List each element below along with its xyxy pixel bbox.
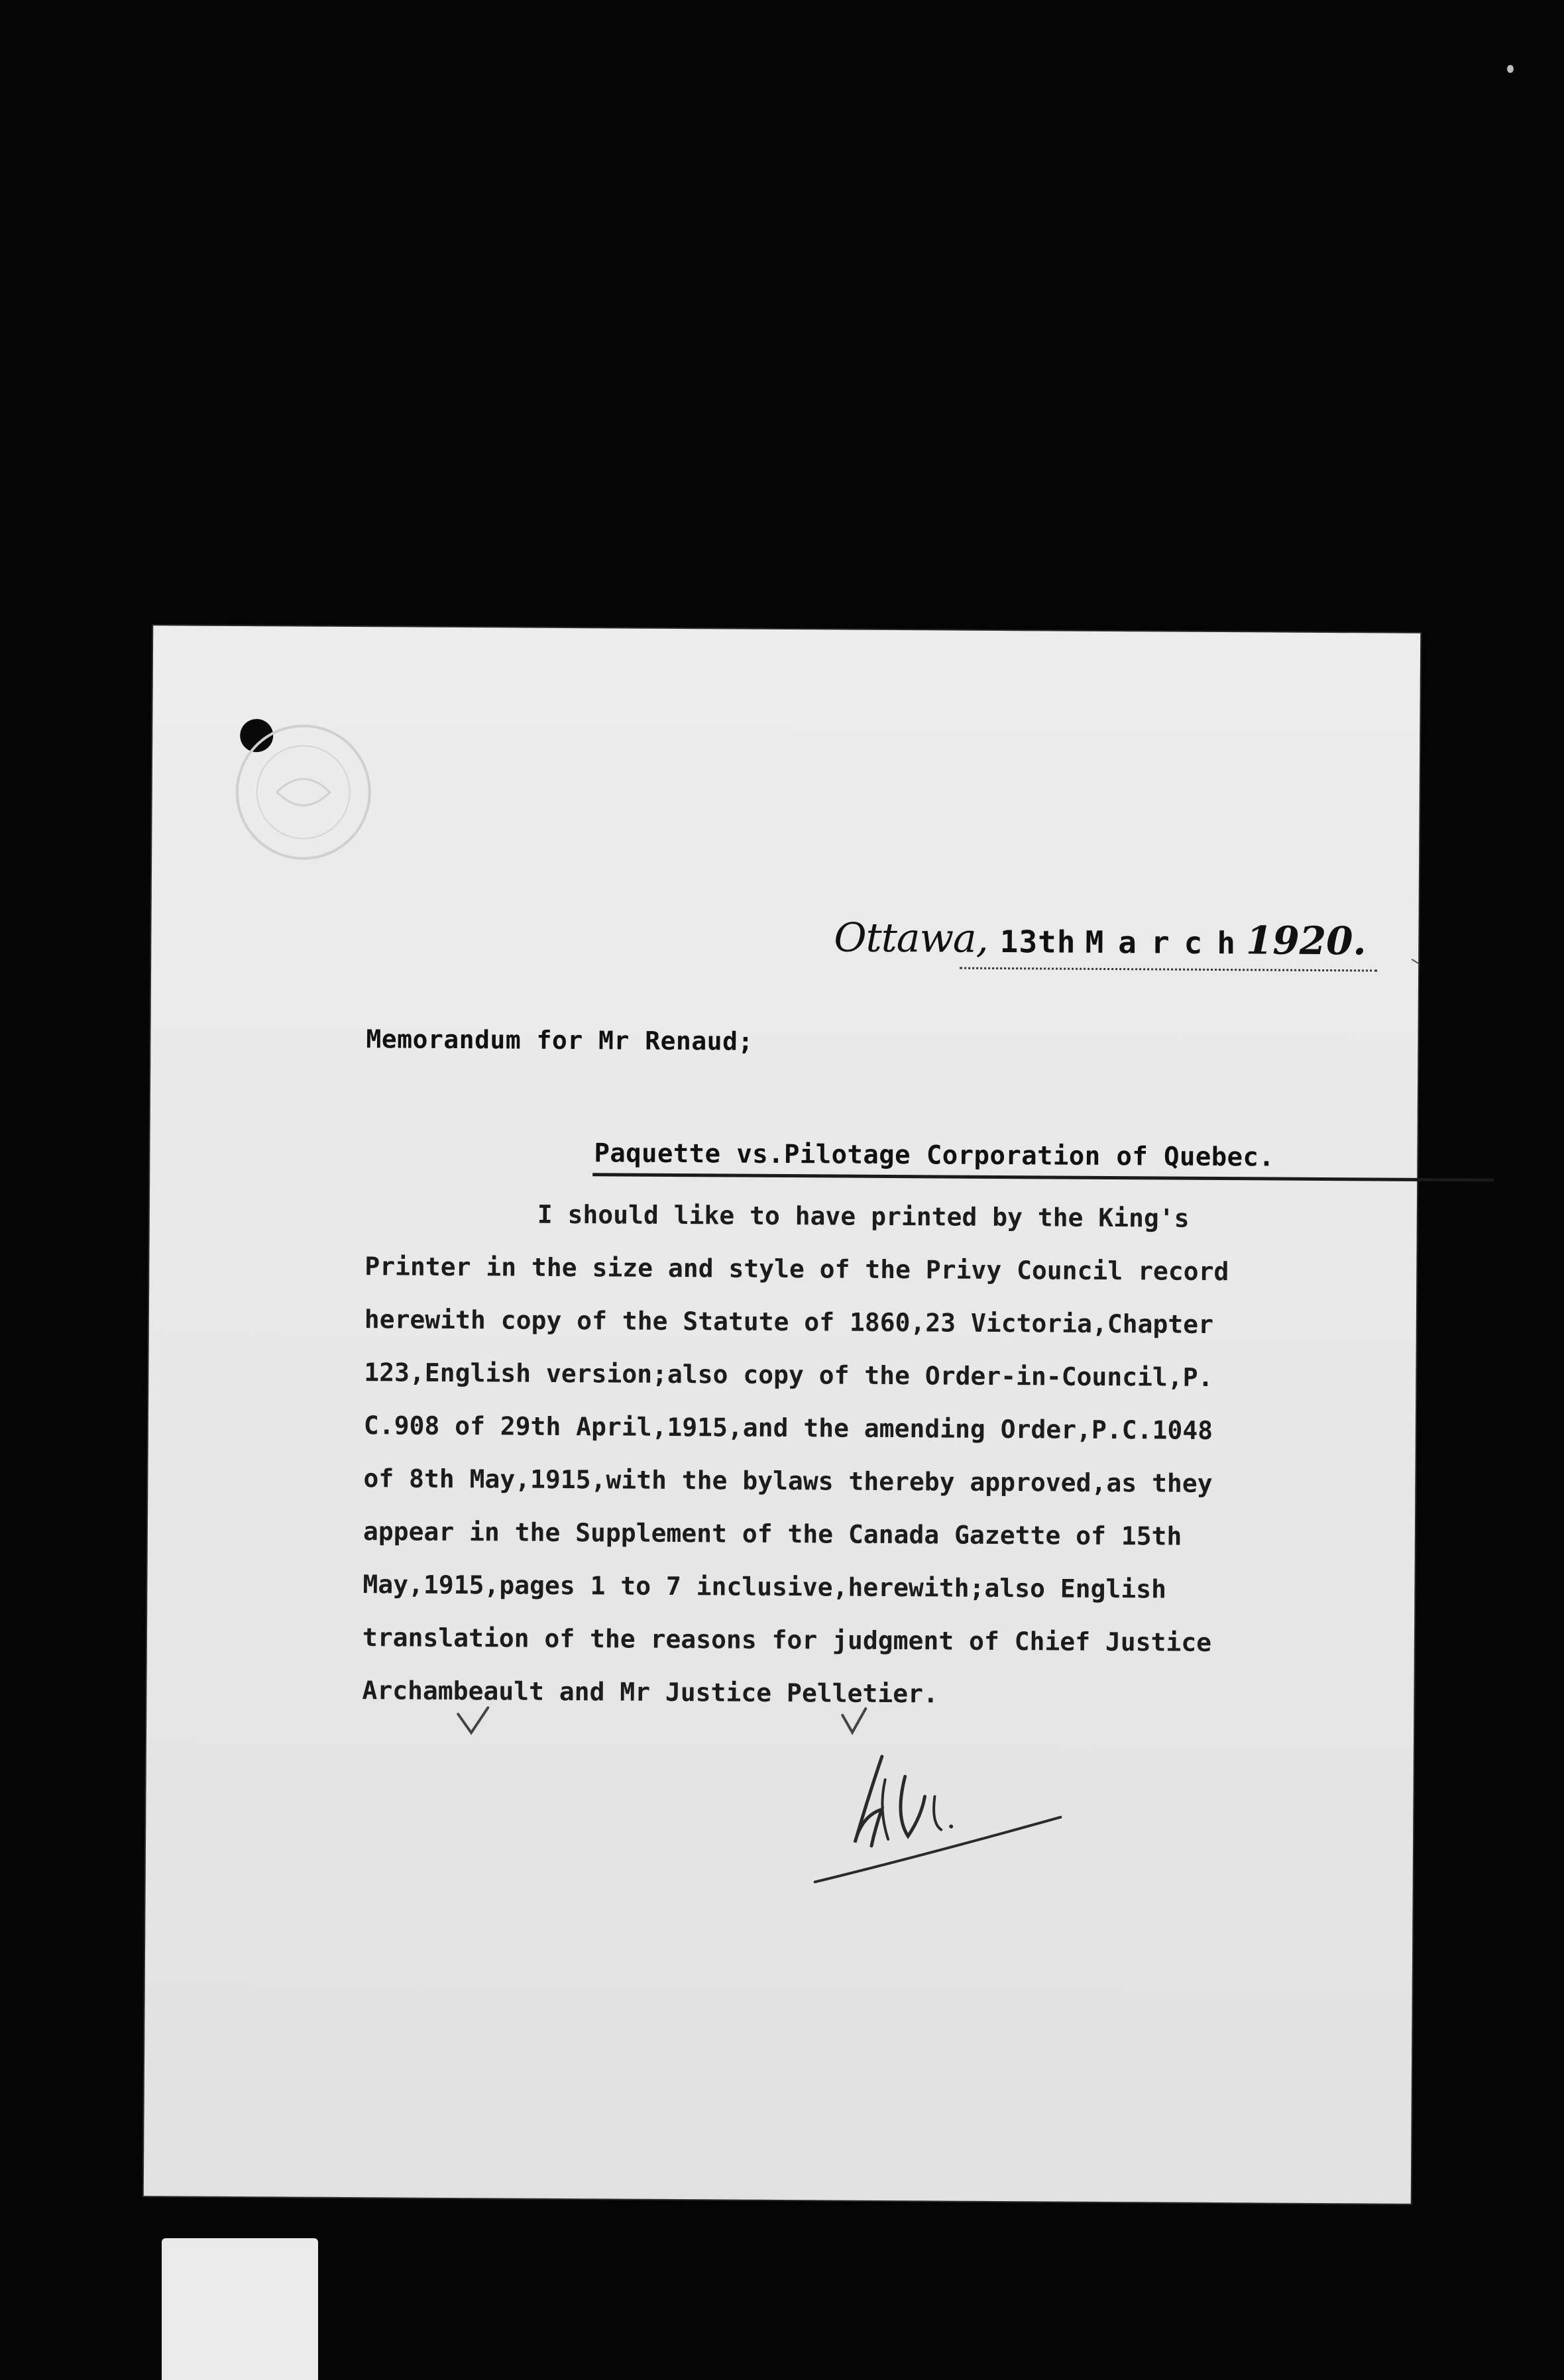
dateline — [834, 914, 1378, 977]
faded-stamp-seal — [223, 712, 383, 872]
margin-mark — [1410, 958, 1420, 967]
memo-page — [144, 625, 1420, 2204]
dateline-year: 1920. — [1245, 918, 1367, 964]
body-line: May,1915,pages 1 to 7 inclusive,herewith;also English — [363, 1570, 1167, 1604]
body-line: 123,English version;also copy of the Order-in-Council,P. — [364, 1358, 1213, 1392]
body-line: Printer in the size and style of the Privy Council record — [364, 1252, 1229, 1287]
handwritten-signature — [809, 1716, 1088, 1890]
body-line: C.908 of 29th April,1915,and the amending Order,P.C.1048 — [363, 1411, 1213, 1445]
dateline-day: 13th — [999, 923, 1076, 960]
film-tab — [162, 2238, 318, 2380]
body-line: I should like to have printed by the King's — [537, 1199, 1190, 1233]
body-line: Archambeault and Mr Justice Pelletier. — [362, 1676, 938, 1709]
dateline-underline — [960, 967, 1377, 972]
body-line: of 8th May,1915,with the bylaws thereby approved,as they — [363, 1464, 1213, 1498]
memo-heading: Memorandum for Mr Renaud; — [366, 1024, 754, 1056]
memo-subject: Paquette vs.Pilotage Corporation of Quebec. — [594, 1138, 1275, 1173]
dateline-place: Ottawa, — [834, 914, 988, 962]
film-speck — [1507, 65, 1514, 73]
body-line: translation of the reasons for judgment of Chief Justice — [362, 1623, 1212, 1657]
memo-body — [362, 1187, 1412, 1723]
subject-underline — [592, 1173, 1494, 1181]
body-line: appear in the Supplement of the Canada Gazette of 15th — [363, 1517, 1182, 1551]
body-line: herewith copy of the Statute of 1860,23 Victoria,Chapter — [364, 1305, 1214, 1339]
dateline-month: March — [1085, 924, 1251, 961]
